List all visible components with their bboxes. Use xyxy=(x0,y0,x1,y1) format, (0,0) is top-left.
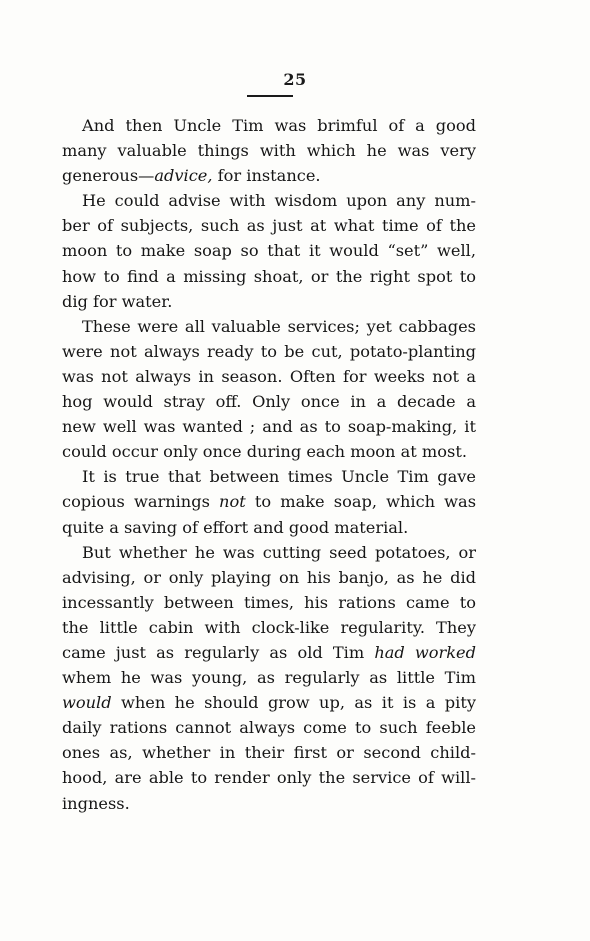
text-line: was not always in season. Often for weeks not a xyxy=(62,366,476,386)
paragraph-3 xyxy=(62,314,476,465)
italic-text: would xyxy=(62,693,112,713)
paragraph-4 xyxy=(62,464,476,539)
text-run: for instance. xyxy=(212,166,321,186)
paragraph-5 xyxy=(62,540,476,816)
paragraph-1 xyxy=(62,113,476,188)
text-line: moon to make soap so that it would “set” well, xyxy=(62,241,476,261)
italic-text: had worked xyxy=(374,642,476,662)
text-line: how to find a missing shoat, or the right spot to xyxy=(62,266,476,286)
text-run: came just as regularly as old Tim xyxy=(62,642,375,662)
text-line: new well was wanted ; and as to soap-making, it xyxy=(62,417,476,437)
text-line: hog would stray off. Only once in a decade a xyxy=(62,392,476,412)
text-line: hood, are able to render only the service of will- xyxy=(62,768,476,788)
text-line: advising, or only playing on his banjo, as he did xyxy=(62,567,476,587)
text-run: when he should grow up, as it is a pity xyxy=(111,693,476,713)
text-line: incessantly between times, his rations came to xyxy=(62,592,476,612)
text-line: But whether he was cutting seed potatoes, or xyxy=(82,542,476,562)
text-line: And then Uncle Tim was brimful of a good xyxy=(82,116,476,135)
text-line: ber of subjects, such as just at what time of the xyxy=(62,216,476,236)
text-line: dig for water. xyxy=(62,291,173,311)
italic-text: not xyxy=(219,492,246,512)
text-line: He could advise with wisdom upon any num- xyxy=(82,191,476,211)
text-line: It is true that between times Uncle Tim gave xyxy=(82,467,476,487)
text-line xyxy=(62,489,476,514)
text-line: were not always ready to be cut, potato-planting xyxy=(62,341,476,361)
text-line: many valuable things with which he was very xyxy=(62,141,476,161)
page-number-rule xyxy=(247,95,293,97)
text-line: These were all valuable services; yet cabbages xyxy=(82,316,476,336)
text-line: could occur only once during each moon at most. xyxy=(62,442,467,462)
text-line: quite a saving of effort and good material. xyxy=(62,517,409,537)
text-line: whem he was young, as regularly as little Tim xyxy=(62,668,476,688)
text-line: daily rations cannot always come to such feeble xyxy=(62,718,476,738)
text-run: to make soap, which was xyxy=(245,492,476,512)
text-line xyxy=(62,640,476,665)
text-line: ones as, whether in their first or second child- xyxy=(62,743,476,763)
page-number: 25 xyxy=(283,70,307,89)
text-run: generous— xyxy=(62,166,155,186)
text-line xyxy=(62,163,476,188)
body-text xyxy=(62,113,476,816)
text-line xyxy=(62,690,476,715)
italic-text: advice, xyxy=(154,166,213,186)
paragraph-2 xyxy=(62,188,476,313)
text-run: copious warnings xyxy=(62,492,220,512)
text-line: ingness. xyxy=(62,793,130,813)
text-line: the little cabin with clock-like regularity. They xyxy=(62,617,476,637)
